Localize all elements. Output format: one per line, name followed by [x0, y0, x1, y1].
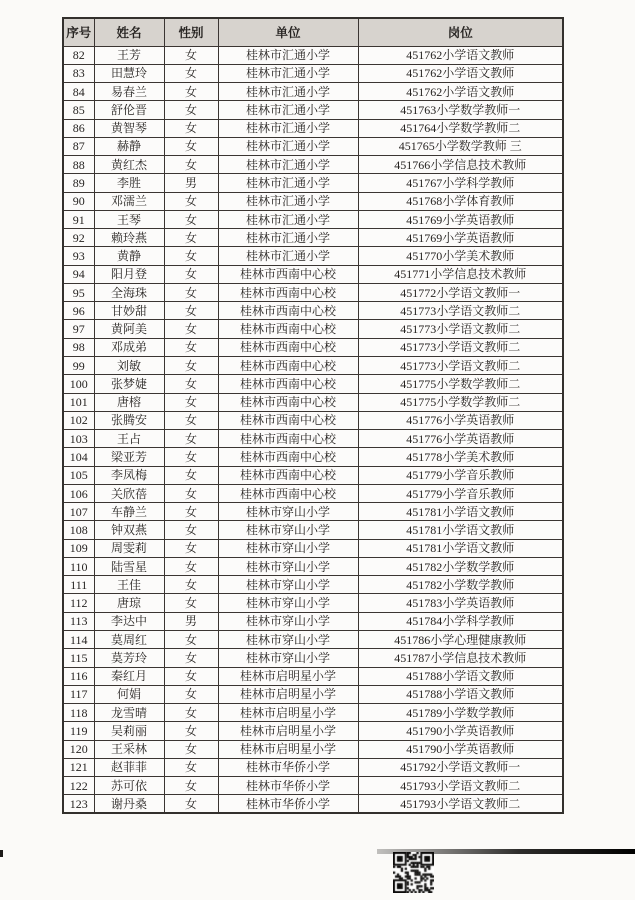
- cell-name: 王琴: [94, 210, 164, 228]
- table-row: [63, 722, 563, 740]
- cell-unit: 桂林市西南中心校: [218, 265, 358, 283]
- cell-index: 109: [63, 539, 94, 557]
- cell-unit: 桂林市汇通小学: [218, 210, 358, 228]
- cell-gender: 男: [164, 174, 218, 192]
- cell-gender: 女: [164, 484, 218, 502]
- cell-gender: 女: [164, 338, 218, 356]
- cell-gender: 女: [164, 631, 218, 649]
- cell-unit: 桂林市华侨小学: [218, 777, 358, 795]
- cell-position: 451790小学英语教师: [358, 740, 563, 758]
- cell-position: 451776小学英语教师: [358, 411, 563, 429]
- cell-unit: 桂林市汇通小学: [218, 137, 358, 155]
- cell-unit: 桂林市启明星小学: [218, 704, 358, 722]
- cell-index: 116: [63, 667, 94, 685]
- cell-index: 86: [63, 119, 94, 137]
- cell-name: 车静兰: [94, 503, 164, 521]
- table-row: [63, 631, 563, 649]
- cell-gender: 女: [164, 539, 218, 557]
- cell-index: 95: [63, 283, 94, 301]
- cell-index: 107: [63, 503, 94, 521]
- cell-index: 105: [63, 466, 94, 484]
- cell-gender: 女: [164, 448, 218, 466]
- cell-gender: 女: [164, 685, 218, 703]
- cell-name: 李胜: [94, 174, 164, 192]
- cell-position: 451776小学英语教师: [358, 430, 563, 448]
- cell-unit: 桂林市穿山小学: [218, 521, 358, 539]
- cell-gender: 女: [164, 192, 218, 210]
- cell-name: 莫芳玲: [94, 649, 164, 667]
- cell-gender: 女: [164, 667, 218, 685]
- cell-name: 黄红杰: [94, 156, 164, 174]
- table-row: [63, 795, 563, 813]
- header-gender: 性别: [164, 18, 218, 46]
- table-row: [63, 174, 563, 192]
- cell-index: 120: [63, 740, 94, 758]
- cell-index: 123: [63, 795, 94, 813]
- table-row: [63, 375, 563, 393]
- cell-gender: 女: [164, 393, 218, 411]
- cell-unit: 桂林市启明星小学: [218, 667, 358, 685]
- cell-index: 114: [63, 631, 94, 649]
- cell-position: 451771小学信息技术教师: [358, 265, 563, 283]
- cell-name: 甘妙甜: [94, 302, 164, 320]
- cell-position: 451778小学美术教师: [358, 448, 563, 466]
- cell-position: 451766小学信息技术教师: [358, 156, 563, 174]
- table-row: [63, 594, 563, 612]
- cell-gender: 女: [164, 557, 218, 575]
- cell-position: 451783小学英语教师: [358, 594, 563, 612]
- cell-unit: 桂林市西南中心校: [218, 357, 358, 375]
- cell-name: 龙雪晴: [94, 704, 164, 722]
- cell-position: 451763小学数学教师一: [358, 101, 563, 119]
- table-row: [63, 539, 563, 557]
- cell-index: 99: [63, 357, 94, 375]
- cell-index: 90: [63, 192, 94, 210]
- cell-name: 秦红月: [94, 667, 164, 685]
- cell-index: 84: [63, 83, 94, 101]
- table-row: [63, 229, 563, 247]
- cell-unit: 桂林市汇通小学: [218, 247, 358, 265]
- cell-index: 87: [63, 137, 94, 155]
- cell-name: 舒伦晋: [94, 101, 164, 119]
- cell-index: 85: [63, 101, 94, 119]
- cell-position: 451787小学信息技术教师: [358, 649, 563, 667]
- table-row: [63, 156, 563, 174]
- cell-index: 91: [63, 210, 94, 228]
- cell-index: 113: [63, 612, 94, 630]
- table-row: [63, 503, 563, 521]
- table-row: [63, 484, 563, 502]
- cell-index: 98: [63, 338, 94, 356]
- qr-code: [393, 852, 434, 893]
- cell-position: 451773小学语文教师二: [358, 302, 563, 320]
- cell-gender: 女: [164, 503, 218, 521]
- cell-position: 451781小学语文教师: [358, 539, 563, 557]
- cell-name: 苏可依: [94, 777, 164, 795]
- cell-name: 李凤梅: [94, 466, 164, 484]
- cell-name: 黄静: [94, 247, 164, 265]
- cell-name: 钟双燕: [94, 521, 164, 539]
- table-row: [63, 411, 563, 429]
- cell-index: 108: [63, 521, 94, 539]
- cell-position: 451789小学数学教师: [358, 704, 563, 722]
- table-row: [63, 448, 563, 466]
- cell-unit: 桂林市穿山小学: [218, 576, 358, 594]
- cell-gender: 女: [164, 119, 218, 137]
- cell-position: 451775小学数学教师二: [358, 375, 563, 393]
- cell-name: 莫周红: [94, 631, 164, 649]
- cell-unit: 桂林市穿山小学: [218, 631, 358, 649]
- cell-position: 451792小学语文教师一: [358, 758, 563, 776]
- cell-unit: 桂林市穿山小学: [218, 612, 358, 630]
- table-body: [63, 46, 563, 813]
- cell-position: 451770小学美术教师: [358, 247, 563, 265]
- cell-index: 83: [63, 64, 94, 82]
- cell-name: 黄阿美: [94, 320, 164, 338]
- table-row: [63, 83, 563, 101]
- header-name: 姓名: [94, 18, 164, 46]
- cell-position: 451788小学语文教师: [358, 667, 563, 685]
- cell-index: 82: [63, 46, 94, 64]
- cell-name: 王采林: [94, 740, 164, 758]
- table-row: [63, 302, 563, 320]
- cell-position: 451781小学语文教师: [358, 521, 563, 539]
- table-row: [63, 320, 563, 338]
- table-row: [63, 119, 563, 137]
- cell-unit: 桂林市穿山小学: [218, 503, 358, 521]
- cell-gender: 女: [164, 210, 218, 228]
- cell-unit: 桂林市西南中心校: [218, 393, 358, 411]
- cell-unit: 桂林市西南中心校: [218, 411, 358, 429]
- teacher-roster-table: [62, 17, 564, 814]
- cell-position: 451773小学语文教师二: [358, 338, 563, 356]
- cell-unit: 桂林市西南中心校: [218, 302, 358, 320]
- header-unit: 单位: [218, 18, 358, 46]
- cell-unit: 桂林市启明星小学: [218, 740, 358, 758]
- cell-name: 赫静: [94, 137, 164, 155]
- cell-position: 451769小学英语教师: [358, 210, 563, 228]
- table-row: [63, 192, 563, 210]
- cell-index: 112: [63, 594, 94, 612]
- table-row: [63, 338, 563, 356]
- cell-gender: 女: [164, 320, 218, 338]
- cell-index: 115: [63, 649, 94, 667]
- cell-gender: 女: [164, 64, 218, 82]
- table-row: [63, 740, 563, 758]
- table-row: [63, 283, 563, 301]
- cell-name: 吴莉丽: [94, 722, 164, 740]
- cell-gender: 女: [164, 247, 218, 265]
- cell-gender: 女: [164, 302, 218, 320]
- cell-index: 101: [63, 393, 94, 411]
- table-row: [63, 758, 563, 776]
- cell-name: 谢丹桑: [94, 795, 164, 813]
- cell-unit: 桂林市汇通小学: [218, 101, 358, 119]
- table-row: [63, 64, 563, 82]
- cell-index: 110: [63, 557, 94, 575]
- table-row: [63, 101, 563, 119]
- cell-unit: 桂林市穿山小学: [218, 594, 358, 612]
- cell-gender: 女: [164, 101, 218, 119]
- cell-index: 102: [63, 411, 94, 429]
- cell-gender: 女: [164, 466, 218, 484]
- cell-position: 451773小学语文教师二: [358, 357, 563, 375]
- table-row: [63, 704, 563, 722]
- cell-unit: 桂林市西南中心校: [218, 283, 358, 301]
- cell-unit: 桂林市西南中心校: [218, 375, 358, 393]
- cell-unit: 桂林市华侨小学: [218, 795, 358, 813]
- cell-position: 451762小学语文教师: [358, 64, 563, 82]
- cell-gender: 女: [164, 576, 218, 594]
- cell-gender: 女: [164, 649, 218, 667]
- cell-unit: 桂林市西南中心校: [218, 484, 358, 502]
- table-row: [63, 137, 563, 155]
- cell-gender: 女: [164, 357, 218, 375]
- cell-position: 451765小学数学教师 三: [358, 137, 563, 155]
- table-row: [63, 265, 563, 283]
- cell-name: 刘敏: [94, 357, 164, 375]
- cell-position: 451784小学科学教师: [358, 612, 563, 630]
- cell-position: 451790小学英语教师: [358, 722, 563, 740]
- cell-index: 117: [63, 685, 94, 703]
- cell-gender: 女: [164, 265, 218, 283]
- cell-unit: 桂林市穿山小学: [218, 539, 358, 557]
- cell-gender: 女: [164, 411, 218, 429]
- cell-position: 451762小学语文教师: [358, 83, 563, 101]
- cell-unit: 桂林市穿山小学: [218, 649, 358, 667]
- cell-index: 118: [63, 704, 94, 722]
- cell-gender: 女: [164, 740, 218, 758]
- table-row: [63, 557, 563, 575]
- cell-gender: 女: [164, 156, 218, 174]
- cell-index: 92: [63, 229, 94, 247]
- cell-name: 李达中: [94, 612, 164, 630]
- cell-gender: 女: [164, 777, 218, 795]
- cell-gender: 女: [164, 704, 218, 722]
- cell-index: 96: [63, 302, 94, 320]
- table-row: [63, 466, 563, 484]
- cell-name: 阳月登: [94, 265, 164, 283]
- table-row: [63, 46, 563, 64]
- cell-name: 黄智琴: [94, 119, 164, 137]
- cell-position: 451779小学音乐教师: [358, 484, 563, 502]
- cell-unit: 桂林市穿山小学: [218, 557, 358, 575]
- cell-gender: 女: [164, 722, 218, 740]
- cell-index: 106: [63, 484, 94, 502]
- cell-name: 何娟: [94, 685, 164, 703]
- cell-unit: 桂林市汇通小学: [218, 46, 358, 64]
- cell-index: 104: [63, 448, 94, 466]
- cell-index: 103: [63, 430, 94, 448]
- cell-unit: 桂林市华侨小学: [218, 758, 358, 776]
- cell-position: 451793小学语文教师二: [358, 777, 563, 795]
- cell-position: 451762小学语文教师: [358, 46, 563, 64]
- cell-index: 89: [63, 174, 94, 192]
- cell-name: 周雯莉: [94, 539, 164, 557]
- table-row: [63, 612, 563, 630]
- cell-index: 93: [63, 247, 94, 265]
- cell-position: 451781小学语文教师: [358, 503, 563, 521]
- table-row: [63, 576, 563, 594]
- cell-unit: 桂林市西南中心校: [218, 320, 358, 338]
- cell-index: 111: [63, 576, 94, 594]
- table-header: [63, 18, 563, 46]
- cell-gender: 女: [164, 521, 218, 539]
- header-position: 岗位: [358, 18, 563, 46]
- cell-name: 陆雪星: [94, 557, 164, 575]
- table-row: [63, 685, 563, 703]
- table-row: [63, 649, 563, 667]
- cell-unit: 桂林市西南中心校: [218, 448, 358, 466]
- cell-position: 451775小学数学教师二: [358, 393, 563, 411]
- cell-name: 唐琼: [94, 594, 164, 612]
- cell-unit: 桂林市西南中心校: [218, 466, 358, 484]
- table-row: [63, 777, 563, 795]
- table-row: [63, 521, 563, 539]
- cell-name: 易春兰: [94, 83, 164, 101]
- cell-name: 王芳: [94, 46, 164, 64]
- cell-index: 100: [63, 375, 94, 393]
- cell-index: 94: [63, 265, 94, 283]
- cell-unit: 桂林市汇通小学: [218, 174, 358, 192]
- cell-name: 张腾安: [94, 411, 164, 429]
- cell-unit: 桂林市汇通小学: [218, 192, 358, 210]
- table-row: [63, 247, 563, 265]
- cell-name: 赵菲菲: [94, 758, 164, 776]
- cell-gender: 女: [164, 283, 218, 301]
- cell-gender: 女: [164, 83, 218, 101]
- cell-name: 张梦婕: [94, 375, 164, 393]
- cell-position: 451782小学数学教师: [358, 557, 563, 575]
- cell-name: 关欣蓓: [94, 484, 164, 502]
- cell-unit: 桂林市汇通小学: [218, 83, 358, 101]
- cell-index: 97: [63, 320, 94, 338]
- cell-index: 88: [63, 156, 94, 174]
- cell-position: 451788小学语文教师: [358, 685, 563, 703]
- cell-position: 451782小学数学教师: [358, 576, 563, 594]
- cell-position: 451779小学音乐教师: [358, 466, 563, 484]
- cell-position: 451793小学语文教师二: [358, 795, 563, 813]
- cell-name: 赖玲燕: [94, 229, 164, 247]
- cell-name: 邓濡兰: [94, 192, 164, 210]
- cell-position: 451768小学体育教师: [358, 192, 563, 210]
- cell-name: 全海珠: [94, 283, 164, 301]
- cell-position: 451786小学心理健康教师: [358, 631, 563, 649]
- cell-unit: 桂林市启明星小学: [218, 722, 358, 740]
- cell-unit: 桂林市西南中心校: [218, 338, 358, 356]
- cell-gender: 女: [164, 46, 218, 64]
- cell-name: 邓成弟: [94, 338, 164, 356]
- cell-unit: 桂林市汇通小学: [218, 156, 358, 174]
- cell-unit: 桂林市汇通小学: [218, 64, 358, 82]
- cell-name: 唐榕: [94, 393, 164, 411]
- cell-gender: 男: [164, 612, 218, 630]
- cell-index: 119: [63, 722, 94, 740]
- scan-artifact-mark: [0, 850, 3, 857]
- table-row: [63, 357, 563, 375]
- table-row: [63, 210, 563, 228]
- cell-position: 451773小学语文教师二: [358, 320, 563, 338]
- cell-index: 121: [63, 758, 94, 776]
- cell-name: 梁亚芳: [94, 448, 164, 466]
- table-row: [63, 430, 563, 448]
- header-row: [63, 18, 563, 46]
- table-row: [63, 393, 563, 411]
- cell-name: 王佳: [94, 576, 164, 594]
- cell-gender: 女: [164, 594, 218, 612]
- cell-unit: 桂林市西南中心校: [218, 430, 358, 448]
- cell-position: 451769小学英语教师: [358, 229, 563, 247]
- cell-unit: 桂林市汇通小学: [218, 229, 358, 247]
- cell-position: 451767小学科学教师: [358, 174, 563, 192]
- cell-name: 田慧玲: [94, 64, 164, 82]
- cell-gender: 女: [164, 229, 218, 247]
- cell-unit: 桂林市汇通小学: [218, 119, 358, 137]
- cell-gender: 女: [164, 430, 218, 448]
- cell-gender: 女: [164, 795, 218, 813]
- header-index: 序号: [63, 18, 94, 46]
- table-row: [63, 667, 563, 685]
- cell-gender: 女: [164, 375, 218, 393]
- cell-position: 451772小学语文教师一: [358, 283, 563, 301]
- cell-index: 122: [63, 777, 94, 795]
- cell-unit: 桂林市启明星小学: [218, 685, 358, 703]
- cell-position: 451764小学数学教师二: [358, 119, 563, 137]
- cell-gender: 女: [164, 758, 218, 776]
- cell-name: 王占: [94, 430, 164, 448]
- cell-gender: 女: [164, 137, 218, 155]
